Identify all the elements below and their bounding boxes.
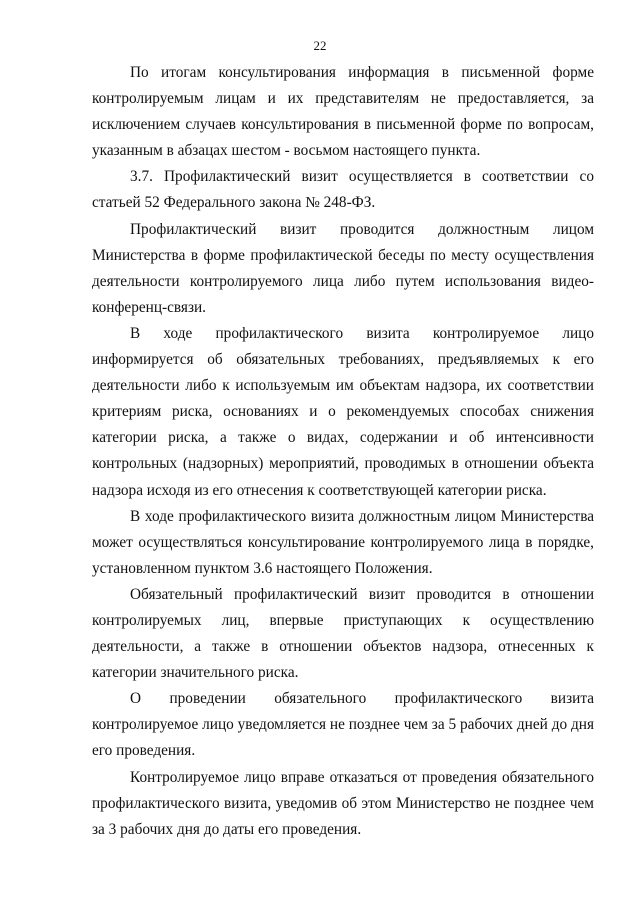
- paragraph-consultation-result: По итогам консультирования информация в письменной форме контролируемым лицам и их представителям не предоставляется, за исключением случаев консультирования в письменной форме по вопросам, указанным в абзацах шестом - восьмом настоящего пункта.: [92, 64, 594, 160]
- paragraph-mandatory-visit: Обязательный профилактический визит проводится в отношении контролируемых лиц, впервые приступающих к осуществлению деятельности, а также в отношении объектов надзора, отнесенных к категории значительного риска.: [92, 585, 594, 682]
- paragraph-notification: О проведении обязательного профилактического визита контролируемое лицо уведомляется не позднее чем за 5 рабочих дней до дня его проведения.: [92, 690, 594, 760]
- paragraph-section-3-7: 3.7. Профилактический визит осуществляется в соответствии со статьей 52 Федерального закона № 248-ФЗ.: [92, 168, 594, 212]
- paragraph-visit-consulting: В ходе профилактического визита должностным лицом Министерства может осуществляться консультирование контролируемого лица в порядке, установленном пунктом 3.6 настоящего Положения.: [92, 507, 594, 577]
- paragraph-visit-conduct: Профилактический визит проводится должностным лицом Министерства в форме профилактической беседы по месту осуществления деятельности контролируемого лица либо путем использования видео-конференц-связи.: [92, 220, 594, 316]
- document-body: [92, 60, 594, 843]
- paragraph-refusal: Контролируемое лицо вправе отказаться от проведения обязательного профилактического визита, уведомив об этом Министерство не позднее чем за 3 рабочих дня до даты его проведения.: [92, 768, 594, 838]
- paragraph-visit-information: В ходе профилактического визита контролируемое лицо информируется об обязательных требованиях, предъявляемых к его деятельности либо к используемым им объектам надзора, их соответствии критериям риска, основаниях и о рекомендуемых способах снижения категории риска, а также о видах, содержании и об интенсивности контрольных (надзорных) мероприятий, проводимых в отношении объекта надзора исходя из его отнесения к соответствующей категории риска.: [92, 324, 594, 499]
- page-number: 22: [313, 38, 327, 53]
